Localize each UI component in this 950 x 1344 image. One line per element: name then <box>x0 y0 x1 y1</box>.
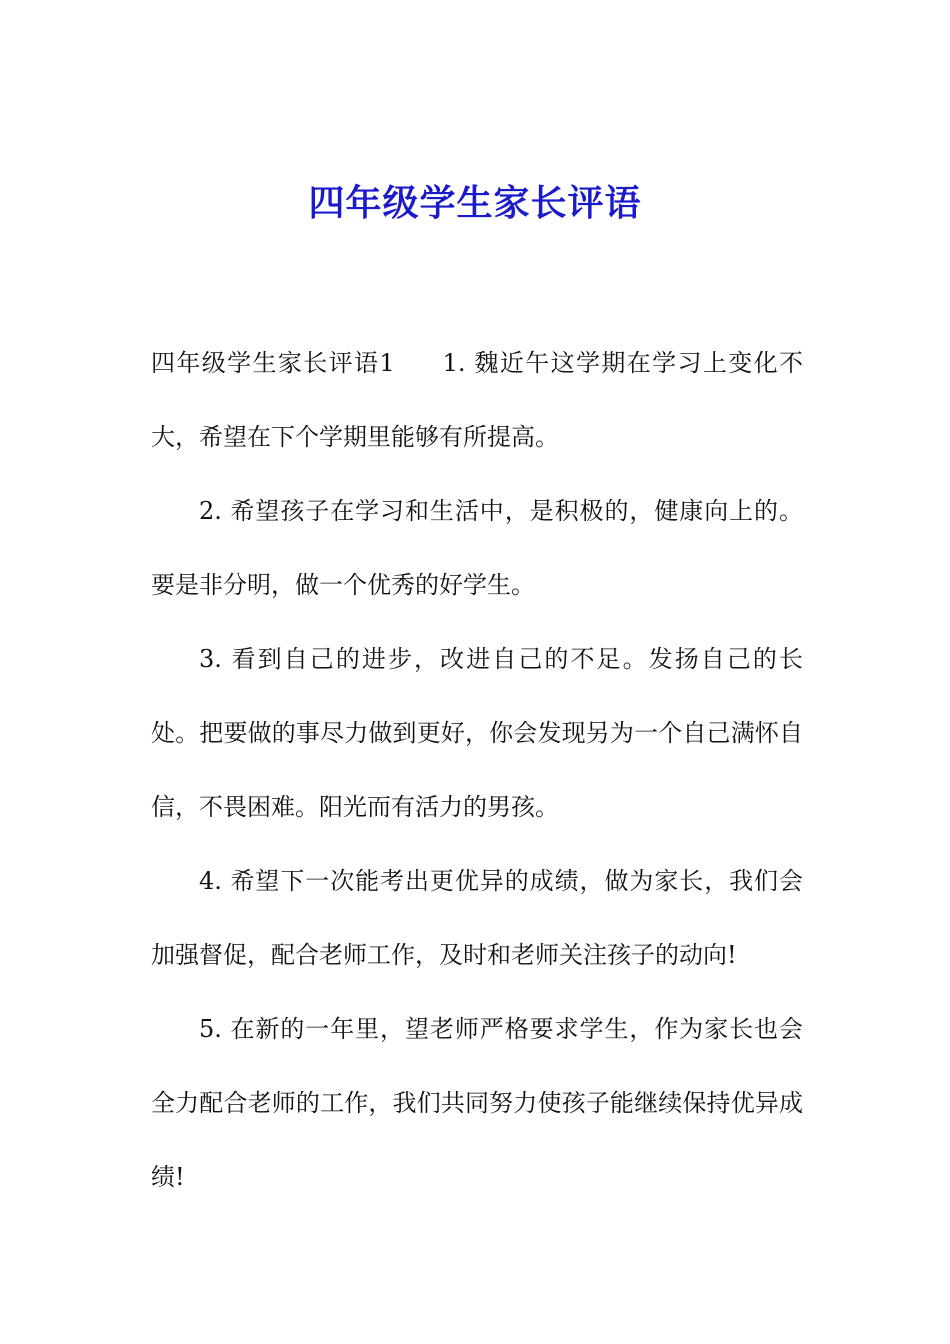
page-title: 四年级学生家长评语 <box>308 183 642 224</box>
paragraph-5: 5. 在新的一年里，望老师严格要求学生，作为家长也会全力配合老师的工作，我们共同努力使孩子能继续保持优异成绩! <box>151 1015 803 1191</box>
paragraph-3: 3. 看到自己的进步，改进自己的不足。发扬自己的长处。把要做的事尽力做到更好，你会发现另为一个自己满怀自信，不畏困难。阳光而有活力的男孩。 <box>151 645 803 821</box>
document-body <box>151 326 803 1214</box>
paragraph-2: 2. 希望孩子在学习和生活中，是积极的，健康向上的。要是非分明，做一个优秀的好学生。 <box>151 497 803 599</box>
paragraph-4: 4. 希望下一次能考出更优异的成绩，做为家长，我们会加强督促，配合老师工作，及时和老师关注孩子的动向! <box>151 867 803 969</box>
paragraph-1 <box>151 326 803 474</box>
paragraph-text: 1. 魏近午这学期在学习上变化不大，希望在下个学期里能够有所提高。 <box>151 349 803 451</box>
section-heading: 四年级学生家长评语1 <box>151 349 395 377</box>
